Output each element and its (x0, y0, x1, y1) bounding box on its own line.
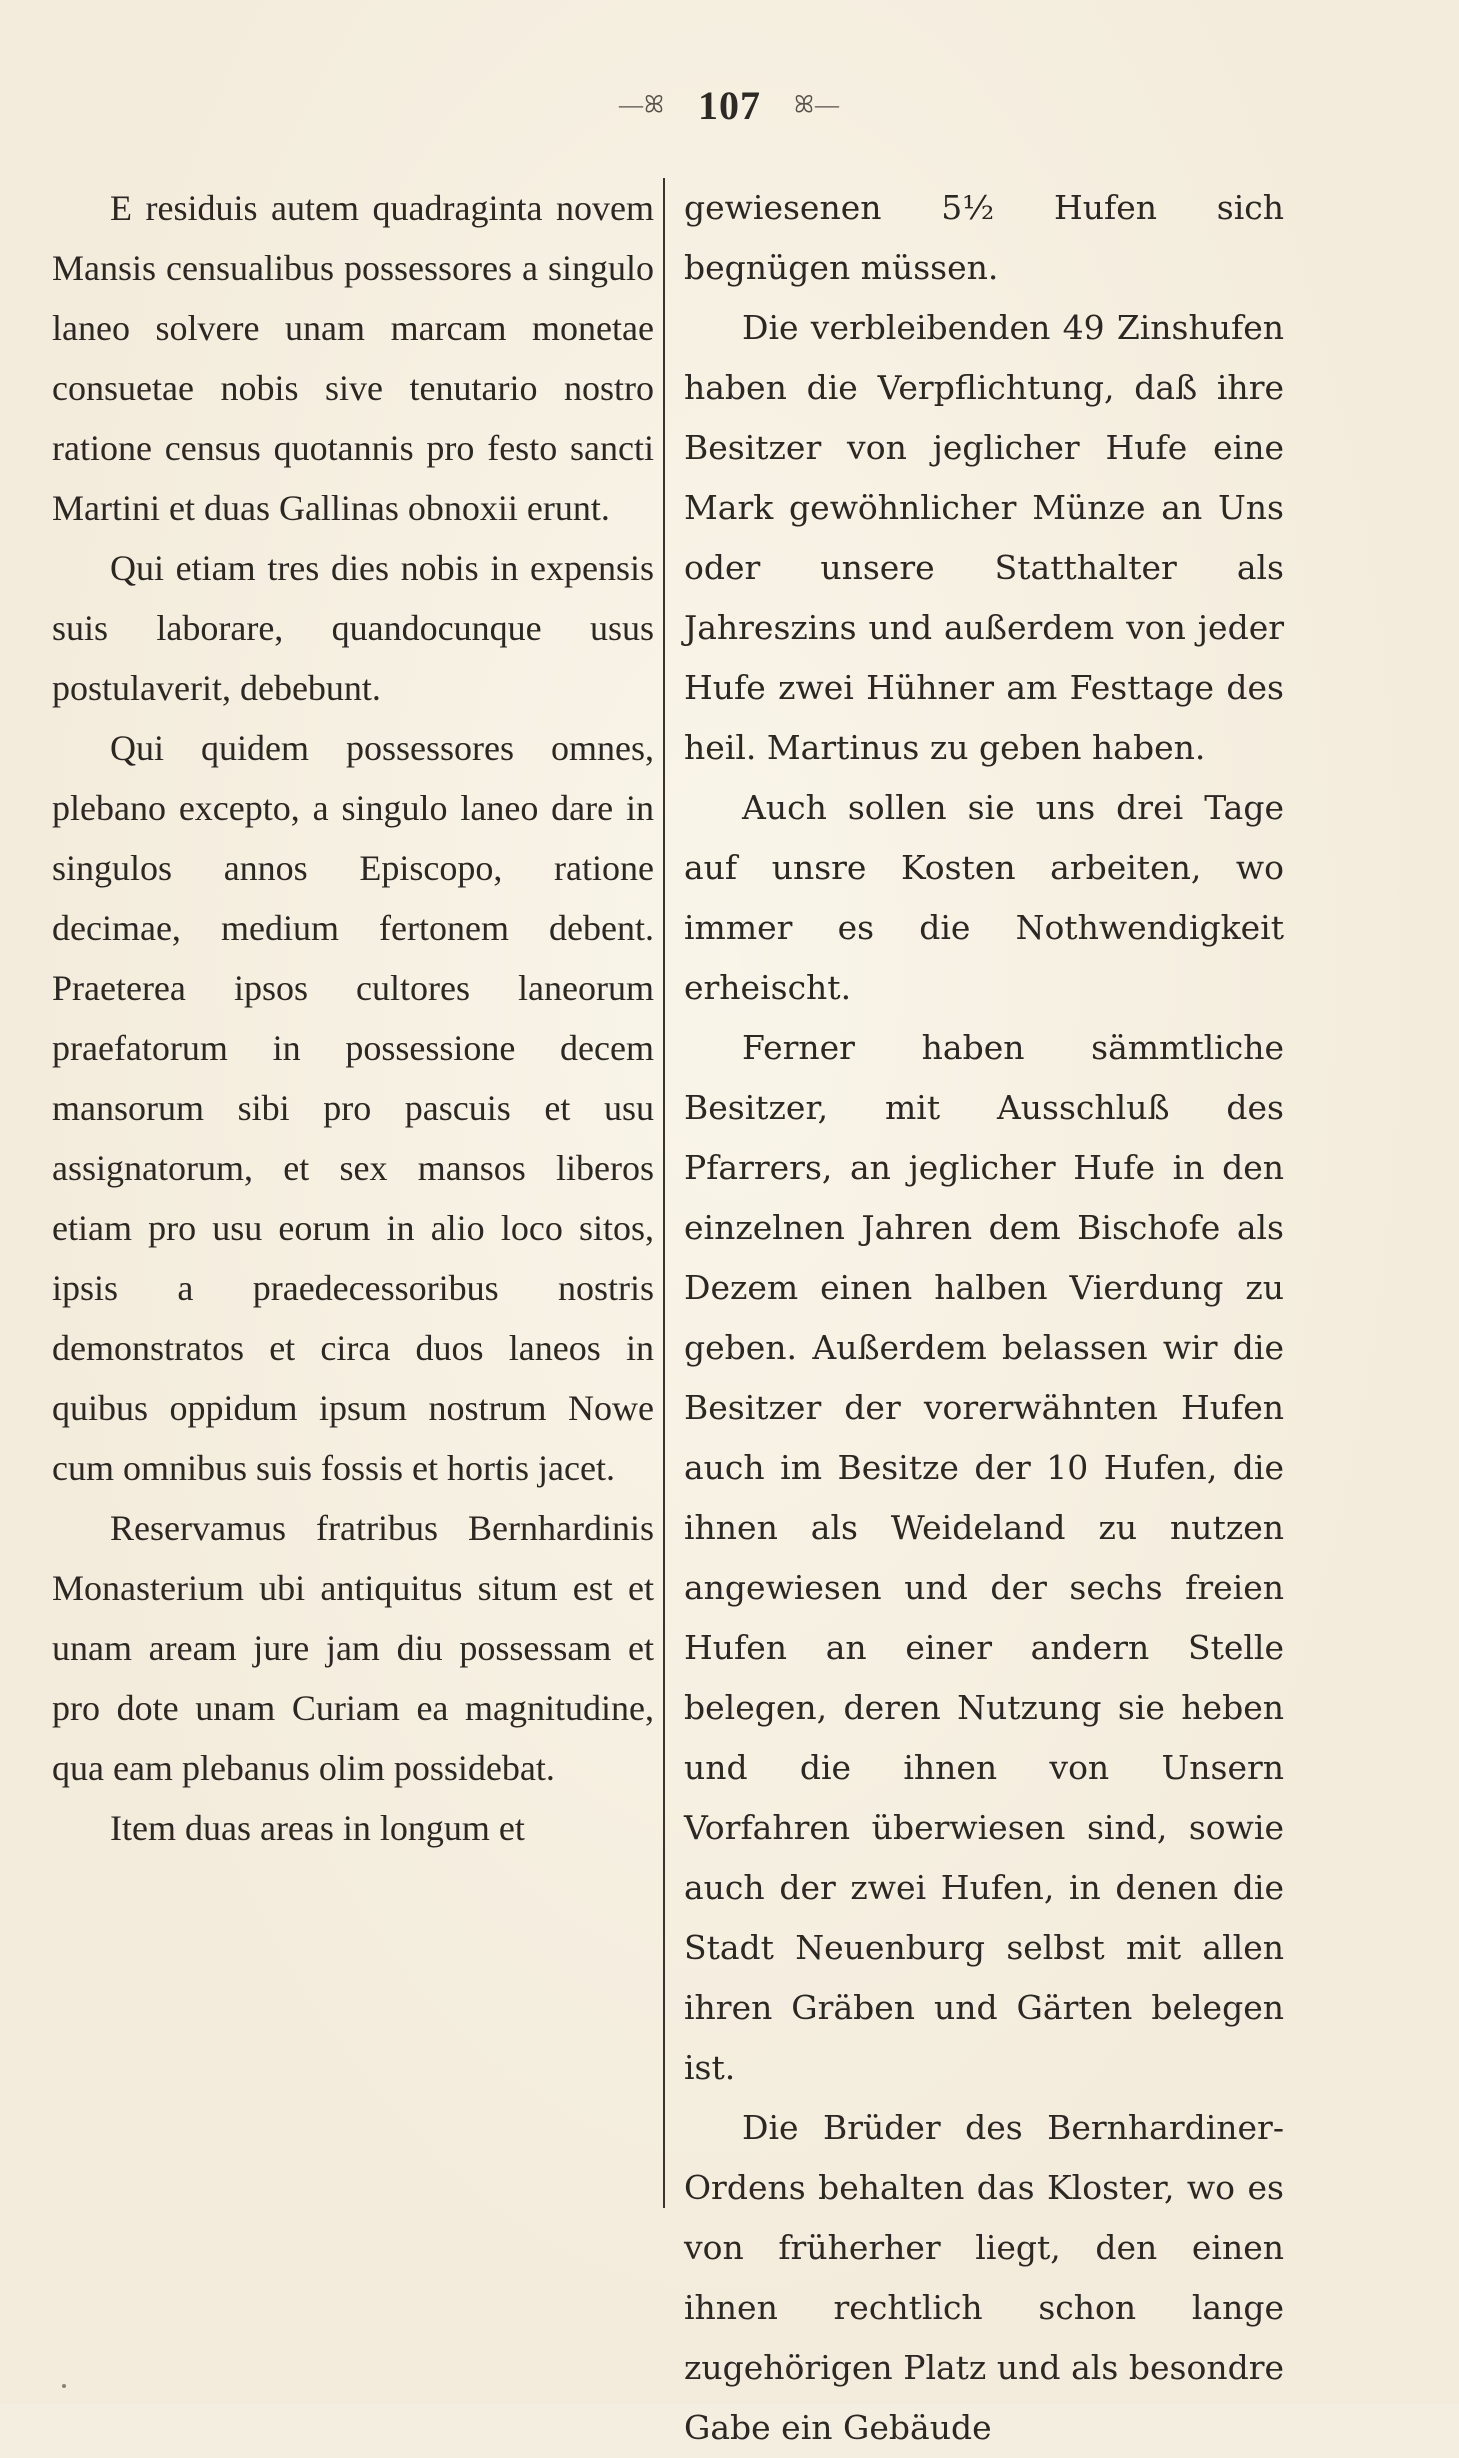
german-paragraph: Ferner haben sämmtliche Besitzer, mit Ausschluß des Pfarrers, an jeglicher Hufe in den einzelnen Jahren dem Bischofe als Dezem einen halben Vierdung zu geben. Außerdem belassen wir die Besitzer der vorerwähnten Hufen auch im Besitze der 10 Hufen, die ihnen als Weideland zu nutzen angewiesen und der sechs freien Hufen an einer andern Stelle belegen, deren Nutzung sie heben und die ihnen von Unsern Vorfahren überwiesen sind, sowie auch der zwei Hufen, in denen die Stadt Neuenburg selbst mit allen ihren Gräben und Gärten belegen ist. (684, 1028, 1284, 2087)
german-paragraph: Auch sollen sie uns drei Tage auf unsre Kosten arbeiten, wo immer es die Nothwendigkeit erheischt. (684, 788, 1284, 1007)
german-column (684, 178, 1284, 2458)
header-ornament-left: —ꕤ (619, 92, 665, 119)
latin-paragraph: E residuis autem quadraginta novem Mansis censualibus possessores a singulo laneo solvere unam marcam monetae consuetae nobis sive tenutario nostro ratione census quotannis pro festo sancti Martini et duas Gallinas obnoxii erunt. (52, 188, 654, 528)
german-paragraph: gewiesenen 5½ Hufen sich begnügen müssen. (684, 188, 1284, 287)
header-ornament-right: ꕤ— (794, 92, 840, 119)
column-divider (663, 178, 665, 2208)
german-paragraph: Die Brüder des Bernhardiner-Ordens behalten das Kloster, wo es von früherher liegt, den einen ihnen rechtlich schon lange zugehörigen Platz und als besondre Gabe ein Gebäude (684, 2108, 1284, 2447)
latin-paragraph: Reservamus fratribus Bernhardinis Monasterium ubi antiquitus situm est et unam aream jure jam diu possessam et pro dote unam Curiam ea magnitudine, qua eam plebanus olim possidebat. (52, 1508, 654, 1788)
latin-column (52, 178, 654, 1858)
latin-paragraph: Qui quidem possessores omnes, plebano excepto, a singulo laneo dare in singulos annos Episcopo, ratione decimae, medium fertonem debent. Praeterea ipsos cultores laneorum praefatorum in possessione decem mansorum sibi pro pascuis et usu assignatorum, et sex mansos liberos etiam pro usu eorum in alio loco sitos, ipsis a praedecessoribus nostris demonstratos et circa duos laneos in quibus oppidum ipsum nostrum Nowe cum omnibus suis fossis et hortis jacet. (52, 728, 654, 1488)
latin-paragraph: Item duas areas in longum et (110, 1808, 525, 1848)
page-header (0, 78, 1459, 129)
page-number: 107 (698, 83, 761, 129)
latin-paragraph: Qui etiam tres dies nobis in expensis suis laborare, quandocunque usus postulaverit, debebunt. (52, 548, 654, 708)
german-paragraph: Die verbleibenden 49 Zinshufen haben die Verpflichtung, daß ihre Besitzer von jeglicher Hufe eine Mark gewöhnlicher Münze an Uns oder unsere Statthalter als Jahreszins und außerdem von jeder Hufe zwei Hühner am Festtage des heil. Martinus zu geben haben. (684, 308, 1284, 767)
paper-speck (62, 2384, 66, 2388)
